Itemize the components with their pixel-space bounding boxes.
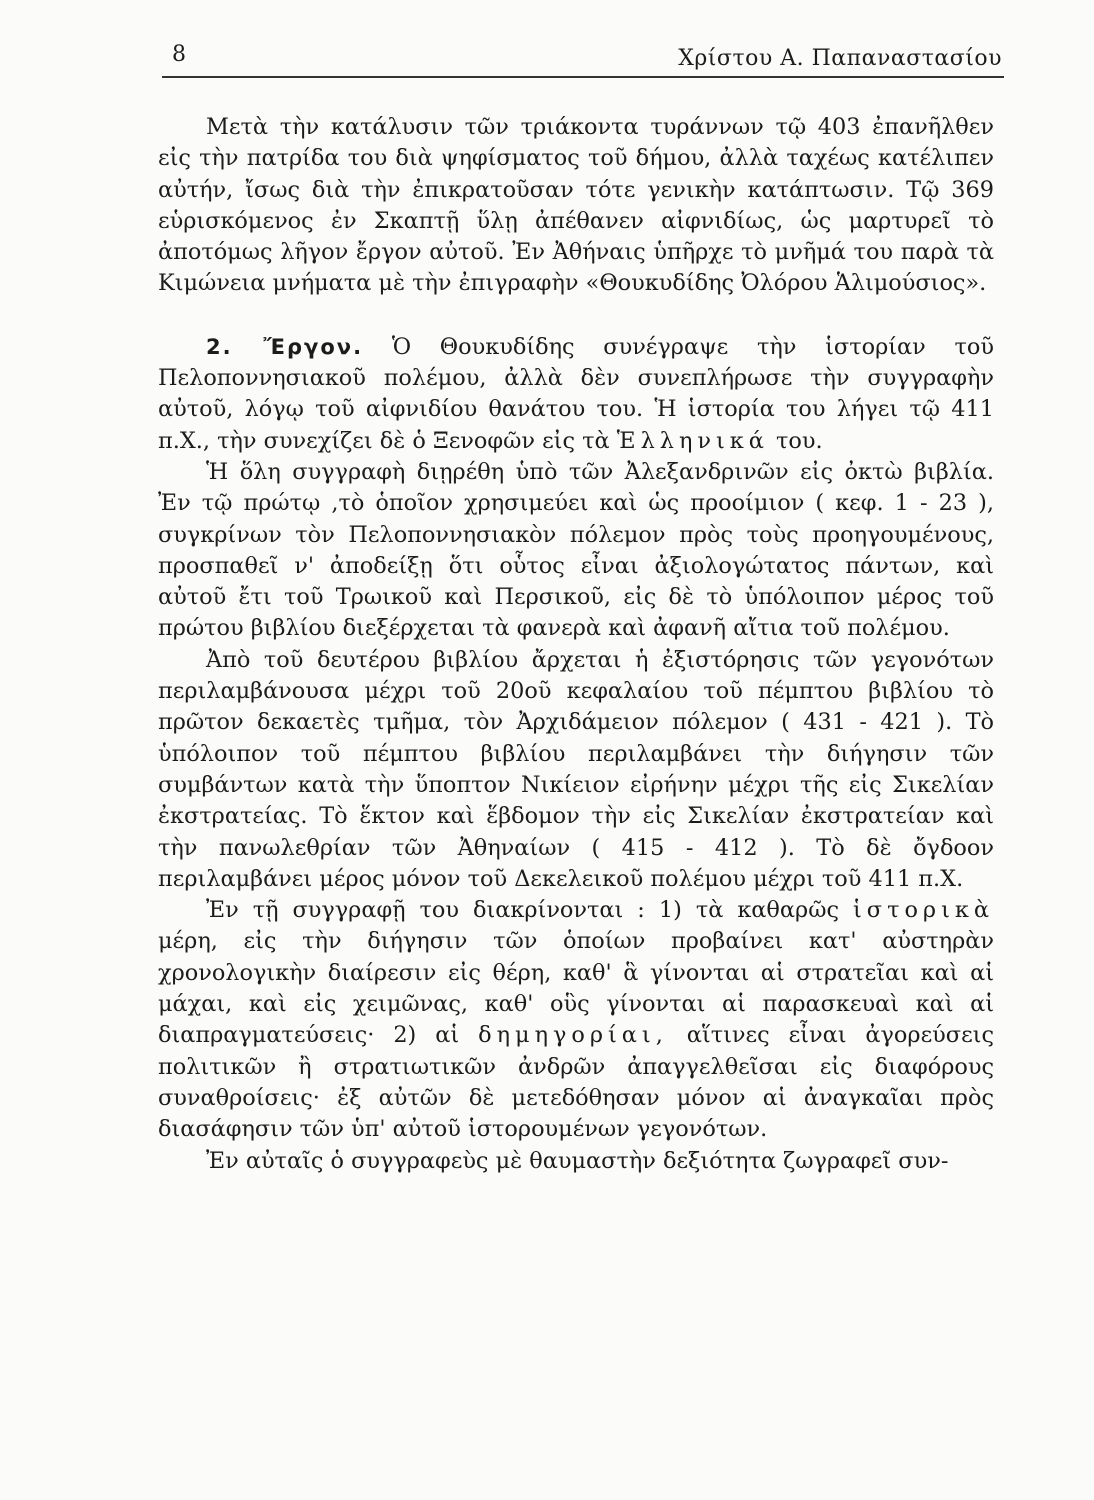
page-number: 8	[172, 42, 186, 67]
paragraph-parts	[158, 895, 994, 1145]
paragraph-parts-text-a: Ἐν τῇ συγγραφῇ του διακρίνονται : 1) τὰ καθαρῶς	[206, 897, 839, 924]
paragraph-parts-text-b: μέρη, εἰς τὴν διήγησιν τῶν ὁποίων προβαίνει κατ' αὐστηρὰν χρονολογικὴν διαίρεσιν εἰς θέρη, καθ' ἃ γίνονται αἱ στρατεῖαι καὶ αἱ μάχαι, καὶ εἰς χειμῶνας, καθ' οὓς γίνονται αἱ παρασκευαὶ καὶ αἱ διαπραγματεύσεις· 2) αἱ	[158, 928, 994, 1049]
paragraph-books-overview: Ἀπὸ τοῦ δευτέρου βιβλίου ἄρχεται ἡ ἐξιστόρησις τῶν γεγονότων περιλαμβάνουσα μέχρι τοῦ 20οῦ κεφαλαίου τοῦ πέμπτου βιβλίου τὸ πρῶτον δεκαετὲς τμῆμα, τὸν Ἀρχιδάμειον πόλεμον ( 431 - 421 ). Τὸ ὑπόλοιπον τοῦ πέμπτου βιβλίου περιλαμβάνει τὴν διήγησιν τῶν συμβάντων κατὰ τὴν ὕποπτον Νικίειον εἰρήνην μέχρι τῆς εἰς Σικελίαν ἐκστρατείας. Τὸ ἕκτον καὶ ἕβδομον τὴν εἰς Σικελίαν ἐκστρατείαν καὶ τὴν πανωλεθρίαν τῶν Ἀθηναίων ( 415 - 412 ). Τὸ δὲ ὄγδοον περιλαμβάνει μέρος μόνον τοῦ Δεκελεικοῦ πολέμου μέχρι τοῦ 411 π.Χ.	[158, 646, 994, 892]
paragraph-first-book: Ἡ ὅλη συγγραφὴ διῃρέθη ὑπὸ τῶν Ἀλεξανδρινῶν εἰς ὀκτὼ βιβλία. Ἐν τῷ πρώτῳ ,τὸ ὁποῖον χρησιμεύει καὶ ὡς προοίμιον ( κεφ. 1 - 23 ), συγκρίνων τὸν Πελοποννησιακὸν πόλεμον πρὸς τοὺς προηγουμένους, προσπαθεῖ ν' ἀποδείξῃ ὅτι οὗτος εἶναι ἀξιολογώτατος πάντων, καὶ αὐτοῦ ἔτι τοῦ Τρωικοῦ καὶ Περσικοῦ, εἰς δὲ τὸ ὑπόλοιπον μέρος τοῦ πρώτου βιβλίου διεξέρχεται τὰ φανερὰ καὶ ἀφανῆ αἴτια τοῦ πολέμου.	[158, 458, 994, 642]
paragraph-parts-text-c: αἵτινες εἶναι ἀγορεύσεις πολιτικῶν ἢ στρατιωτικῶν ἀνδρῶν ἀπαγγελθεῖσαι εἰς διαφόρους συναθροίσεις· ἐξ αὐτῶν δὲ μετεδόθησαν μόνον αἱ ἀναγκαῖαι πρὸς διασάφησιν τῶν ὑπ' αὐτοῦ ἱστορουμένων γεγονότων.	[158, 1022, 994, 1143]
page-header	[168, 38, 1002, 72]
term-speeches: δημηγορίαι,	[478, 1022, 668, 1049]
term-historical: ἱστορικὰ	[853, 897, 994, 924]
section-heading-work: 2. Ἔργον.	[206, 334, 364, 359]
paragraph-speeches: Ἐν αὐταῖς ὁ συγγραφεὺς μὲ θαυμαστὴν δεξιότητα ζωγραφεῖ συν-	[206, 1147, 949, 1174]
paragraph-work-text-a: Ὁ Θουκυδίδης συνέγραψε τὴν ἱστορίαν τοῦ Πελοποννησιακοῦ πολέμου, ἀλλὰ δὲν συνεπλήρωσε τὴν συγγραφὴν αὐτοῦ, λόγῳ τοῦ αἰφνιδίου θανάτου του. Ἡ ἱστορία του λήγει τῷ 411 π.Χ., τὴν συνεχίζει δὲ ὁ Ξενοφῶν εἰς τὰ	[158, 333, 994, 454]
paragraph-work	[158, 332, 994, 457]
hellenika-title: Ἑλληνικά	[616, 427, 769, 454]
paragraph-biography-end: Μετὰ τὴν κατάλυσιν τῶν τριάκοντα τυράννων τῷ 403 ἐπανῆλθεν εἰς τὴν πατρίδα του διὰ ψηφίσματος τοῦ δήμου, ἀλλὰ ταχέως κατέλιπεν αὐτήν, ἴσως διὰ τὴν ἐπικρατοῦσαν τότε γενικὴν κατάπτωσιν. Τῷ 369 εὑρισκόμενος ἐν Σκαπτῇ ὕλῃ ἀπέθανεν αἰφνιδίως, ὡς μαρτυρεῖ τὸ ἀποτόμως λῆγον ἔργον αὐτοῦ. Ἐν Ἀθήναις ὑπῆρχε τὸ μνῆμά του παρὰ τὰ Κιμώνεια μνήματα μὲ τὴν ἐπιγραφὴν «Θουκυδίδης Ὀλόρου Ἁλιμούσιος».	[158, 114, 994, 297]
running-title: Χρίστου Α. Παπαναστασίου	[678, 46, 1002, 71]
page-body	[158, 112, 994, 1177]
paragraph-work-text-b: του.	[776, 427, 823, 454]
header-rule	[162, 76, 1004, 78]
